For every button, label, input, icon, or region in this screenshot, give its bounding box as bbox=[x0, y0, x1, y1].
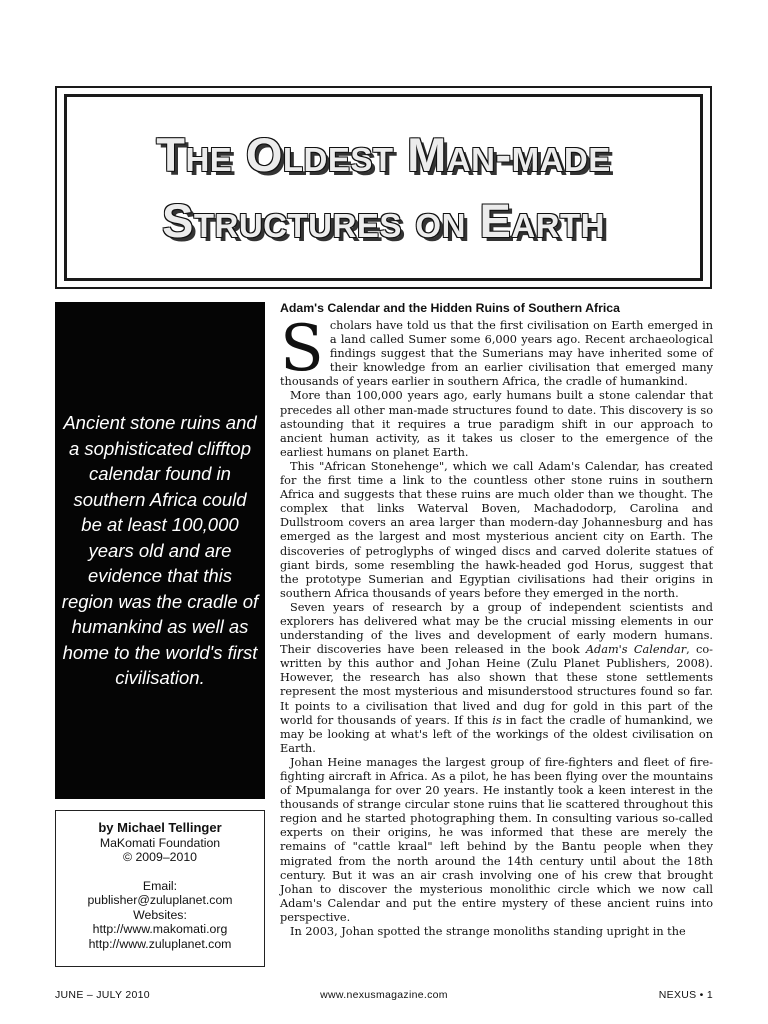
article-paragraph: This "African Stonehenge", which we call Adam's Calendar, has created for the first time a link to the countless other stone ruins in southern Africa and suggests that these ruins are much older than we thought. The complex that links Waterval Boven, Machadodorp, Carolina and Dullstroom covers an area larger than modern-day Johannesburg and has emerged as the largest and most mysterious ancient city on Earth. The discoveries of petroglyphs of winged discs and carved dolerite statues of giant birds, some resembling the hawk-headed god Horus, suggest that the prototype Sumerian and Egyptian civilisations had their origins in southern Africa thousands of years before they emerged in the north. bbox=[280, 459, 713, 600]
title-line-2: Structures on Earth bbox=[162, 193, 605, 247]
emphasis: is bbox=[492, 713, 502, 727]
title-frame bbox=[55, 86, 712, 289]
pull-quote: Ancient stone ruins and a sophisticated clifftop calendar found in southern Africa could be at least 100,000 years old and are evidence that this region was the cradle of humankind as well as home to the world's first civilisation. bbox=[61, 412, 259, 689]
email-address[interactable]: publisher@zuluplanet.com bbox=[87, 893, 233, 907]
author-box bbox=[55, 810, 265, 967]
footer-page-number: NEXUS • 1 bbox=[658, 989, 713, 1001]
paragraph-text: cholars have told us that the first civilisation on Earth emerged in a land called Sumer some 6,000 years ago. Recent archaeological findings suggest that the Sumerians may have inherited some of their knowledge from an earlier civilisation that emerged many thousands of years earlier in southern Africa, the cradle of humankind. bbox=[280, 319, 713, 389]
author-name: by Michael Tellinger bbox=[98, 820, 222, 835]
drop-cap: S bbox=[280, 312, 324, 386]
paragraph-text: Seven years of research by a group of independent scientists and explorers has delivered what may be the crucial missing elements in our understanding of the lives and development of early modern humans. Their discoveries have been released in the book bbox=[280, 600, 713, 657]
title-inner-frame bbox=[64, 94, 703, 281]
websites-label: Websites: bbox=[133, 907, 187, 922]
book-title: Adam's Calendar bbox=[585, 643, 687, 657]
pull-quote-panel bbox=[55, 302, 265, 799]
article-subheading: Adam's Calendar and the Hidden Ruins of Southern Africa bbox=[280, 301, 620, 315]
paragraph-text: , co-written by this author and Johan Heine (Zulu Planet Publishers, 2008). However, the research has also shown that these stone settlements represent the most mysterious and misunderstood structures found so far. It points to a civilisation that lived and dug for gold in this part of the world for thousands of years. If this bbox=[280, 643, 713, 727]
footer-issue-date: JUNE – JULY 2010 bbox=[55, 989, 150, 1001]
article-paragraph bbox=[280, 312, 713, 389]
copyright: © 2009–2010 bbox=[122, 850, 198, 864]
article-body bbox=[280, 300, 713, 939]
title-line-1: The Oldest Man-made bbox=[156, 127, 611, 181]
author-organization: MaKomati Foundation bbox=[99, 835, 221, 850]
website-link-makomati[interactable]: http://www.makomati.org bbox=[92, 922, 228, 936]
paragraph-text: in fact the cradle of humankind, we may be looking at what's left of the workings of the oldest civilisation on Earth. bbox=[280, 713, 713, 755]
article-paragraph: In 2003, Johan spotted the strange monoliths standing upright in the bbox=[290, 925, 686, 939]
website-link-zuluplanet[interactable]: http://www.zuluplanet.com bbox=[88, 936, 232, 951]
footer-website[interactable]: www.nexusmagazine.com bbox=[320, 989, 448, 1001]
article-paragraph bbox=[280, 601, 713, 756]
email-label: Email: bbox=[142, 878, 178, 893]
article-paragraph: Johan Heine manages the largest group of fire-fighters and fleet of fire-fighting aircraft in Africa. As a pilot, he has been flying over the mountains of Mpumalanga for over 20 years. He instantly took a keen interest in the thousands of strange circular stone ruins that lie scattered throughout this region and he started photographing them. In consulting various so-called experts on their origins, he was informed that these are merely the remains of "cattle kraal" left behind by the Bantu people when they migrated from the north around the 14th century until about the 18th century. But it was an air crash involving one of his crew that brought Johan to discover the mysterious monolithic circle which we now call Adam's Calendar and put the entire mystery of these ancient ruins into perspective. bbox=[280, 755, 713, 924]
article-paragraph: More than 100,000 years ago, early humans built a stone calendar that precedes all other man-made structures found to date. This discovery is so astounding that it requires a true paradigm shift in our approach to ancient human activity, as it takes us closer to the emergence of the earliest humans on planet Earth. bbox=[280, 389, 713, 459]
